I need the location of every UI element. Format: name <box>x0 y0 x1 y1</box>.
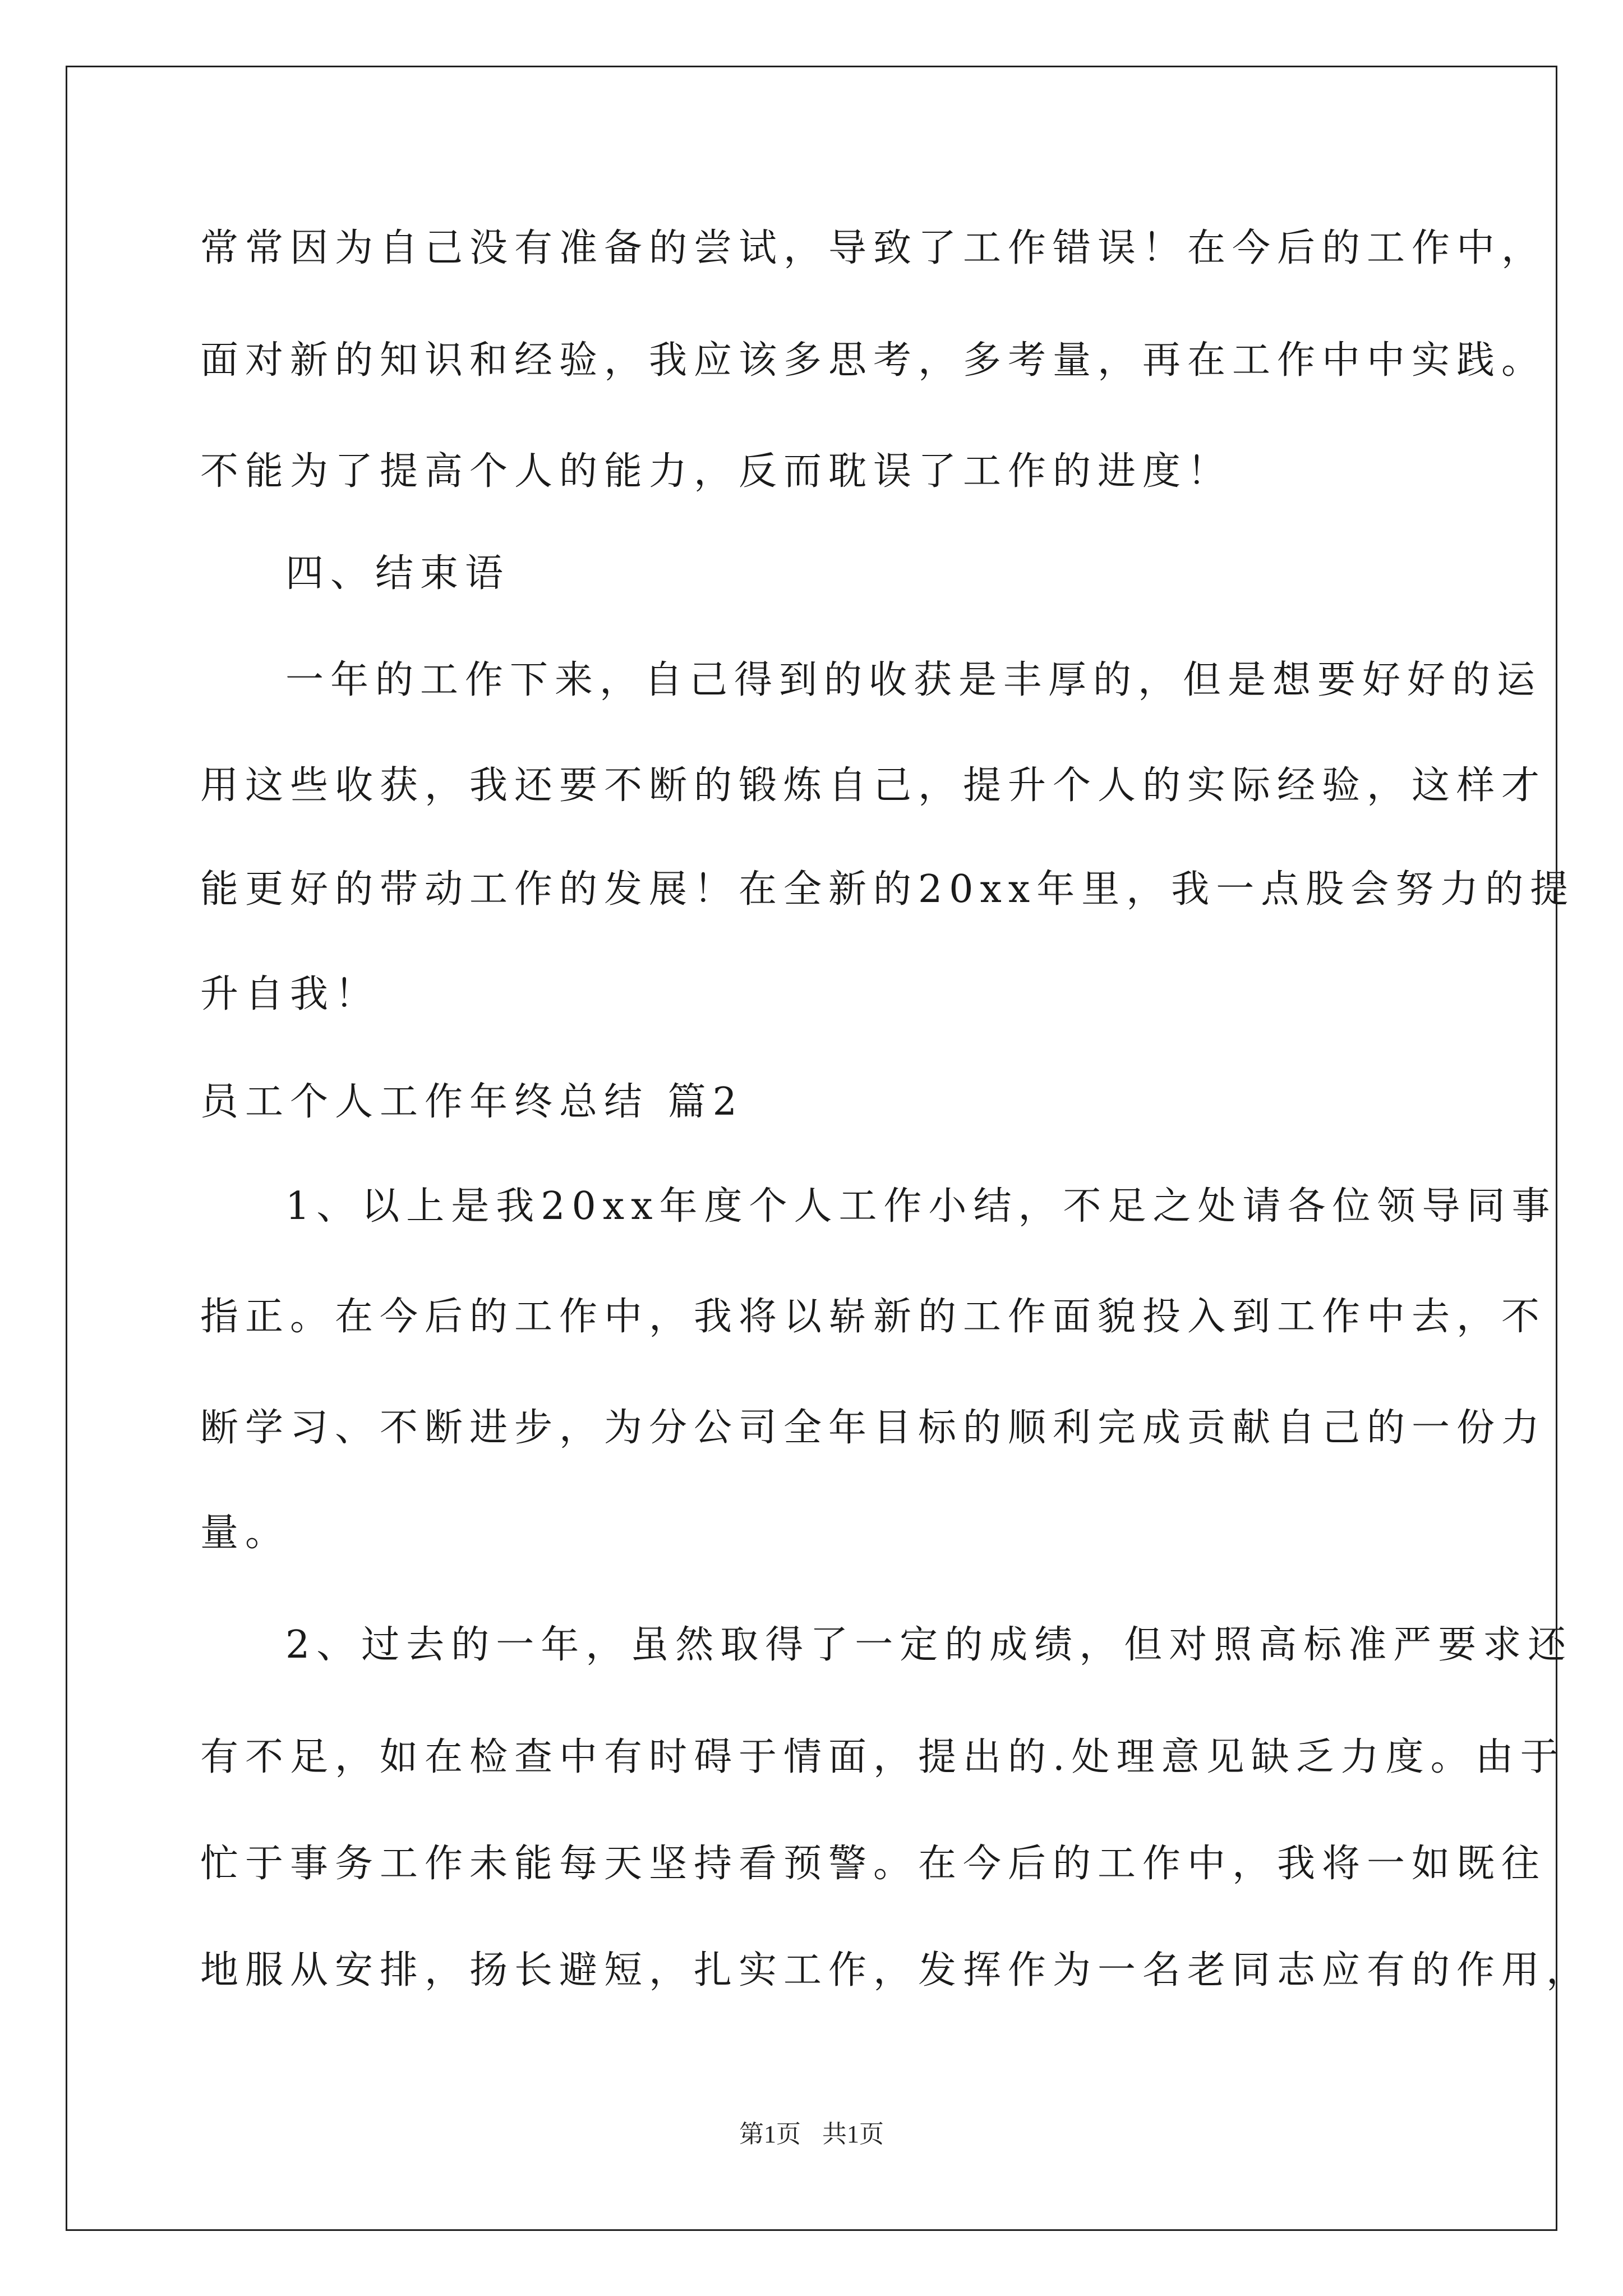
article-title: 员工个人工作年终总结 篇2 <box>200 1080 744 1124</box>
page-footer <box>0 2118 1623 2151</box>
paragraph-line: 一年的工作下来，自己得到的收获是丰厚的，但是想要好好的运 <box>285 658 1542 702</box>
paragraph-line: 能更好的带动工作的发展！在全新的20xx年里，我一点股会努力的提 <box>200 867 1575 912</box>
paragraph-line: 2、过去的一年，虽然取得了一定的成绩，但对照高标准严要求还 <box>285 1623 1573 1667</box>
section-heading: 四、结束语 <box>285 551 510 596</box>
paragraph-line: 断学习、不断进步，为分公司全年目标的顺利完成贡献自己的一份力 <box>200 1406 1547 1450</box>
page-number: 第1页 <box>739 2120 801 2148</box>
paragraph-line: 用这些收获，我还要不断的锻炼自己，提升个人的实际经验，这样才 <box>200 763 1547 808</box>
total-pages: 共1页 <box>822 2120 884 2148</box>
paragraph-line: 不能为了提高个人的能力，反而耽误了工作的进度！ <box>200 449 1233 494</box>
paragraph-line: 升自我！ <box>200 972 380 1016</box>
paragraph-line: 忙于事务工作未能每天坚持看预警。在今后的工作中，我将一如既往 <box>200 1842 1547 1886</box>
paragraph-line: 1、以上是我20xx年度个人工作小结，不足之处请各位领导同事 <box>285 1184 1557 1228</box>
paragraph-line: 指正。在今后的工作中，我将以崭新的工作面貌投入到工作中去，不 <box>200 1295 1547 1339</box>
paragraph-line: 有不足，如在检查中有时碍于情面，提出的.处理意见缺乏力度。由于 <box>200 1735 1565 1779</box>
paragraph-line: 面对新的知识和经验，我应该多思考，多考量，再在工作中中实践。 <box>200 338 1547 383</box>
paragraph-line: 量。 <box>200 1511 291 1555</box>
paragraph-line: 常常因为自己没有准备的尝试，导致了工作错误！在今后的工作中， <box>200 226 1547 270</box>
paragraph-line: 地服从安排，扬长避短，扎实工作，发挥作为一名老同志应有的作用， <box>200 1948 1592 1993</box>
